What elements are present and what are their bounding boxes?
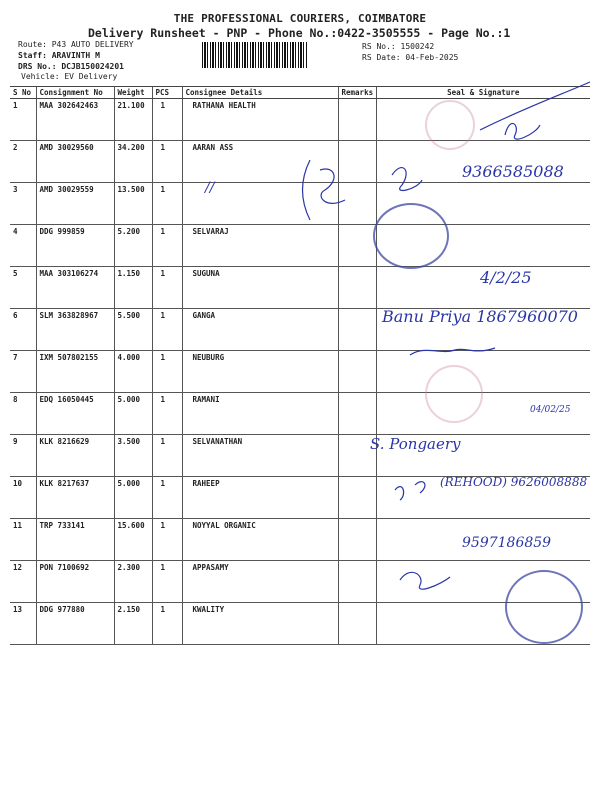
cell-s-no: 12 <box>10 561 36 603</box>
cell-consignee-details: NOYYAL ORGANIC <box>182 519 338 561</box>
column-header-consignee-details: Consignee Details <box>182 87 338 99</box>
cell-weight: 5.500 <box>114 309 152 351</box>
route: Route: P43 AUTO DELIVERY <box>18 40 134 49</box>
cell-weight: 2.300 <box>114 561 152 603</box>
cell-s-no: 3 <box>10 183 36 225</box>
cell-consignment-no: IXM 507802155 <box>36 351 114 393</box>
cell-consignee-details: RAHEEP <box>182 477 338 519</box>
cell-consignment-no: DDG 977880 <box>36 603 114 645</box>
cell-consignment-no: AMD 30029559 <box>36 183 114 225</box>
cell-pcs: 1 <box>152 225 182 267</box>
cell-s-no: 11 <box>10 519 36 561</box>
cell-weight: 21.100 <box>114 99 152 141</box>
cell-s-no: 7 <box>10 351 36 393</box>
signature-row-6: Banu Priya 1867960070 <box>382 307 578 326</box>
cell-consignee-details: NEUBURG <box>182 351 338 393</box>
cell-consignment-no: KLK 8216629 <box>36 435 114 477</box>
cell-pcs: 1 <box>152 309 182 351</box>
cell-consignee-details: SELVANATHAN <box>182 435 338 477</box>
cell-consignment-no: TRP 733141 <box>36 519 114 561</box>
cell-consignment-no: KLK 8217637 <box>36 477 114 519</box>
cell-pcs: 1 <box>152 519 182 561</box>
signature-row-8: 04/02/25 <box>530 405 571 415</box>
ditto-mark: // <box>205 180 215 196</box>
cell-consignee-details: GANGA <box>182 309 338 351</box>
cell-pcs: 1 <box>152 351 182 393</box>
cell-weight: 5.200 <box>114 225 152 267</box>
cell-weight: 5.000 <box>114 477 152 519</box>
cell-weight: 5.000 <box>114 393 152 435</box>
cell-consignment-no: EDQ 16050445 <box>36 393 114 435</box>
cell-s-no: 4 <box>10 225 36 267</box>
cell-consignee-details: RATHANA HEALTH <box>182 99 338 141</box>
cell-pcs: 1 <box>152 393 182 435</box>
staff: Staff: ARAVINTH M <box>18 51 100 60</box>
cell-weight: 15.600 <box>114 519 152 561</box>
cell-weight: 34.200 <box>114 141 152 183</box>
cell-consignment-no: PON 7100692 <box>36 561 114 603</box>
cell-consignee-details: KWALITY <box>182 603 338 645</box>
cell-s-no: 13 <box>10 603 36 645</box>
signature-stroke-row1 <box>480 82 590 130</box>
signature-row-10: (REHOOD) 9626008888 <box>440 475 588 489</box>
cell-consignment-no: MAA 302642463 <box>36 99 114 141</box>
cell-consignee-details: SUGUNA <box>182 267 338 309</box>
cell-consignment-no: AMD 30029560 <box>36 141 114 183</box>
column-header-weight: Weight <box>114 87 152 99</box>
cell-pcs: 1 <box>152 435 182 477</box>
cell-s-no: 9 <box>10 435 36 477</box>
cell-consignment-no: MAA 303106274 <box>36 267 114 309</box>
column-header-s-no: S No <box>10 87 36 99</box>
cell-pcs: 1 <box>152 267 182 309</box>
cell-pcs: 1 <box>152 141 182 183</box>
cell-consignee-details: RAMANI <box>182 393 338 435</box>
rs-date: RS Date: 04-Feb-2025 <box>362 53 459 62</box>
cell-consignment-no: SLM 363828967 <box>36 309 114 351</box>
cell-pcs: 1 <box>152 99 182 141</box>
cell-s-no: 10 <box>10 477 36 519</box>
cell-consignee-details: APPASAMY <box>182 561 338 603</box>
cell-pcs: 1 <box>152 603 182 645</box>
rs-number: RS No.: 1500242 <box>362 42 435 51</box>
signature-row-11: 9597186859 <box>462 535 552 551</box>
drs-number: DRS No.: DCJB150024201 <box>18 62 124 71</box>
cell-pcs: 1 <box>152 561 182 603</box>
cell-s-no: 8 <box>10 393 36 435</box>
cell-weight: 2.150 <box>114 603 152 645</box>
cell-consignee-details: SELVARAJ <box>182 225 338 267</box>
cell-weight: 1.150 <box>114 267 152 309</box>
column-header-seal-signature: Seal & Signature <box>376 87 590 99</box>
company-title: THE PROFESSIONAL COURIERS, COIMBATORE <box>173 12 427 25</box>
cell-s-no: 2 <box>10 141 36 183</box>
cell-weight: 13.500 <box>114 183 152 225</box>
cell-pcs: 1 <box>152 477 182 519</box>
cell-s-no: 5 <box>10 267 36 309</box>
cell-s-no: 1 <box>10 99 36 141</box>
column-header-remarks: Remarks <box>338 87 376 99</box>
cell-consignment-no: DDG 999859 <box>36 225 114 267</box>
runsheet-subtitle: Delivery Runsheet - PNP - Phone No.:0422-3505555 - Page No.:1 <box>88 26 511 40</box>
cell-weight: 3.500 <box>114 435 152 477</box>
cell-consignee-details: AARAN ASS <box>182 141 338 183</box>
cell-s-no: 6 <box>10 309 36 351</box>
signature-row-2: 9366585088 <box>462 162 564 181</box>
column-header-consignment-no: Consignment No <box>36 87 114 99</box>
cell-weight: 4.000 <box>114 351 152 393</box>
vehicle: Vehicle: EV Delivery <box>21 72 118 81</box>
signature-row-9: S. Pongaery <box>370 435 461 453</box>
cell-pcs: 1 <box>152 183 182 225</box>
column-header-pcs: PCS <box>152 87 182 99</box>
signature-row-5: 4/2/25 <box>480 268 532 287</box>
